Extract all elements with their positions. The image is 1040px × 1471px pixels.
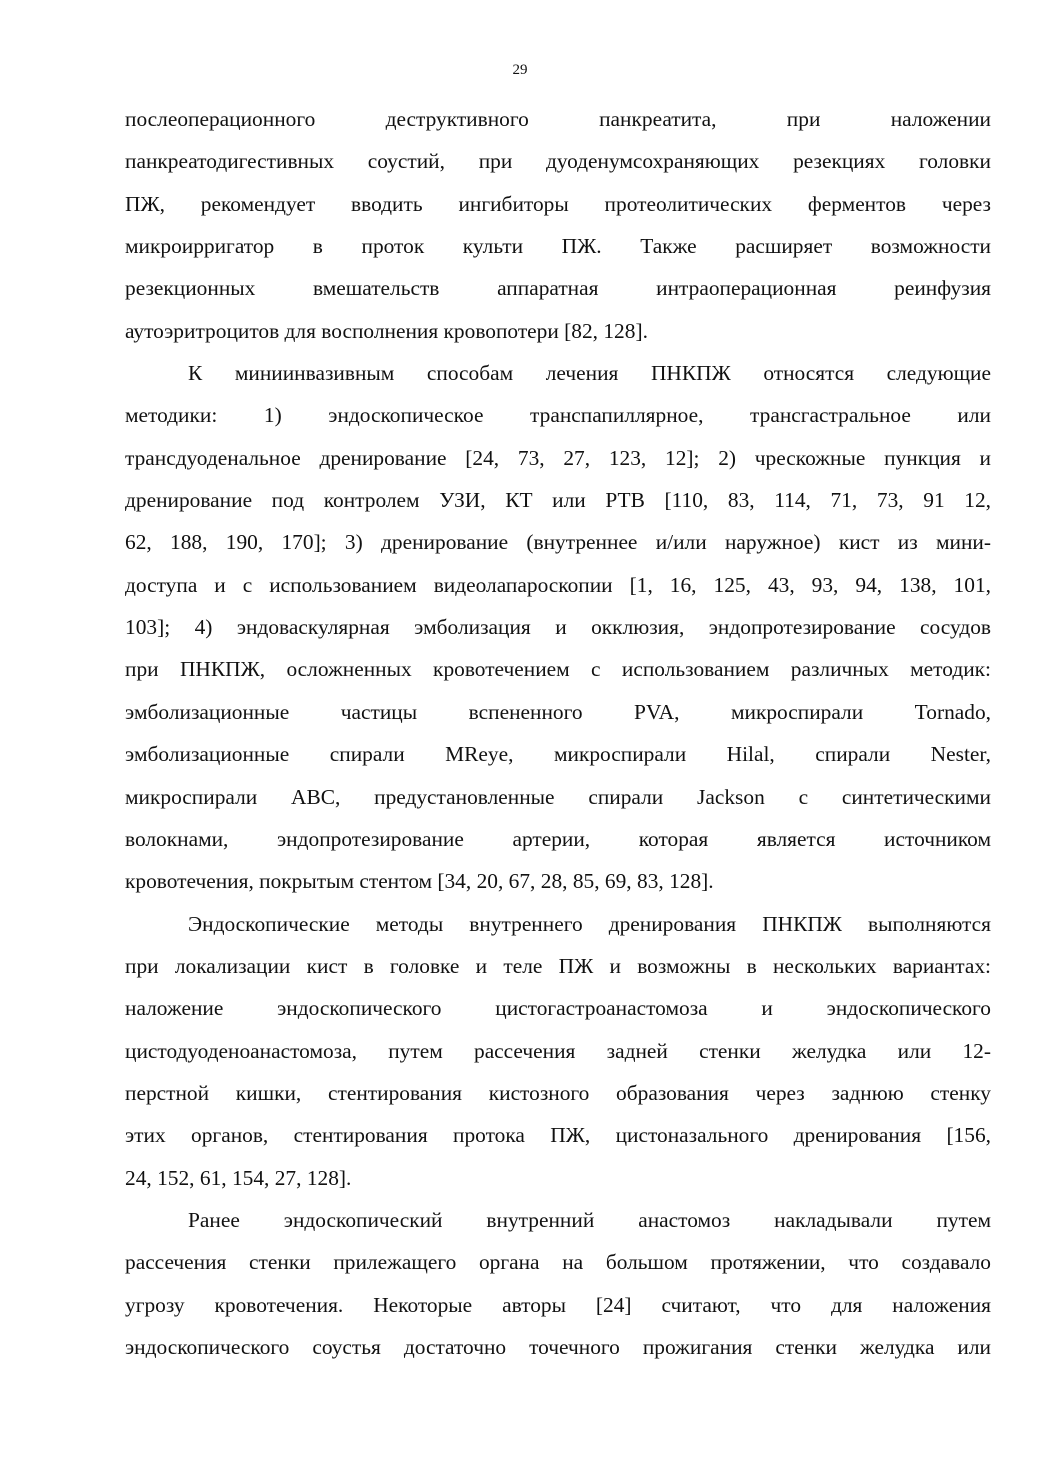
page-number: 29 bbox=[512, 62, 528, 78]
text-line: послеоперационного деструктивного панкреатита, при наложении bbox=[125, 107, 991, 131]
paragraph-4 bbox=[125, 1199, 991, 1368]
text-line: дренирование под контролем УЗИ, КТ или РТВ [110, 83, 114, 71, 73, 91 12, bbox=[125, 488, 991, 513]
text-line: микроспирали ABC, предустановленные спирали Jackson с синтетическими bbox=[125, 784, 991, 809]
text-line: этих органов, стентирования протока ПЖ, цистоназального дренирования [156, bbox=[125, 1123, 991, 1148]
text-line: волокнами, эндопротезирование артерии, которая является источником bbox=[125, 826, 991, 851]
text-line: рассечения стенки прилежащего органа на большом протяжении, что создавало bbox=[125, 1250, 991, 1275]
text-line: доступа и с использованием видеолапароскопии [1, 16, 125, 43, 93, 94, 138, 101, bbox=[125, 572, 991, 597]
text-line: микроирригатор в проток культи ПЖ. Также расширяет возможности bbox=[125, 234, 991, 259]
text-line: аутоэритроцитов для восполнения кровопотери [82, 128]. bbox=[125, 318, 648, 343]
body-text bbox=[125, 98, 991, 1368]
text-line: Эндоскопические методы внутреннего дренирования ПНКПЖ выполняются bbox=[188, 911, 991, 936]
text-line: Ранее эндоскопический внутренний анастомоз накладывали путем bbox=[188, 1207, 991, 1232]
paragraph-1 bbox=[125, 98, 991, 352]
text-line: кровотечения, покрытым стентом [34, 20, 67, 28, 85, 69, 83, 128]. bbox=[125, 869, 714, 894]
text-line: при локализации кист в головке и теле ПЖ и возможны в нескольких вариантах: bbox=[125, 953, 991, 978]
text-line: методики: 1) эндоскопическое транспапиллярное, трансгастральное или bbox=[125, 403, 991, 428]
text-line: эмболизационные частицы вспененного PVA, микроспирали Tornado, bbox=[125, 699, 991, 724]
text-line: 24, 152, 61, 154, 27, 128]. bbox=[125, 1165, 352, 1190]
text-line: перстной кишки, стентирования кистозного образования через заднюю стенку bbox=[125, 1080, 991, 1105]
text-line: трансдуоденальное дренирование [24, 73, 27, 123, 12]; 2) чрескожные пункция и bbox=[125, 445, 991, 470]
text-line: панкреатодигестивных соустий, при дуоденумсохраняющих резекциях головки bbox=[125, 149, 991, 174]
text-line: резекционных вмешательств аппаратная интраоперационная реинфузия bbox=[125, 276, 991, 301]
text-line: угрозу кровотечения. Некоторые авторы [24] считают, что для наложения bbox=[125, 1292, 991, 1317]
text-line: цистодуоденоанастомоза, путем рассечения задней стенки желудка или 12- bbox=[125, 1038, 991, 1063]
text-line: при ПНКПЖ, осложненных кровотечением с использованием различных методик: bbox=[125, 657, 991, 682]
paragraph-3 bbox=[125, 903, 991, 1199]
text-line: К миниинвазивным способам лечения ПНКПЖ относятся следующие bbox=[188, 361, 991, 386]
text-line: эндоскопического соустья достаточно точечного прожигания стенки желудка или bbox=[125, 1334, 991, 1359]
text-line: 62, 188, 190, 170]; 3) дренирование (внутреннее и/или наружное) кист из мини- bbox=[125, 530, 991, 555]
paragraph-2 bbox=[125, 352, 991, 902]
text-line: наложение эндоскопического цистогастроанастомоза и эндоскопического bbox=[125, 996, 991, 1021]
text-line: 103]; 4) эндоваскулярная эмболизация и окклюзия, эндопротезирование сосудов bbox=[125, 615, 991, 640]
text-line: эмболизационные спирали MReye, микроспирали Hilal, спирали Nester, bbox=[125, 742, 991, 767]
text-line: ПЖ, рекомендует вводить ингибиторы протеолитических ферментов через bbox=[125, 191, 991, 216]
